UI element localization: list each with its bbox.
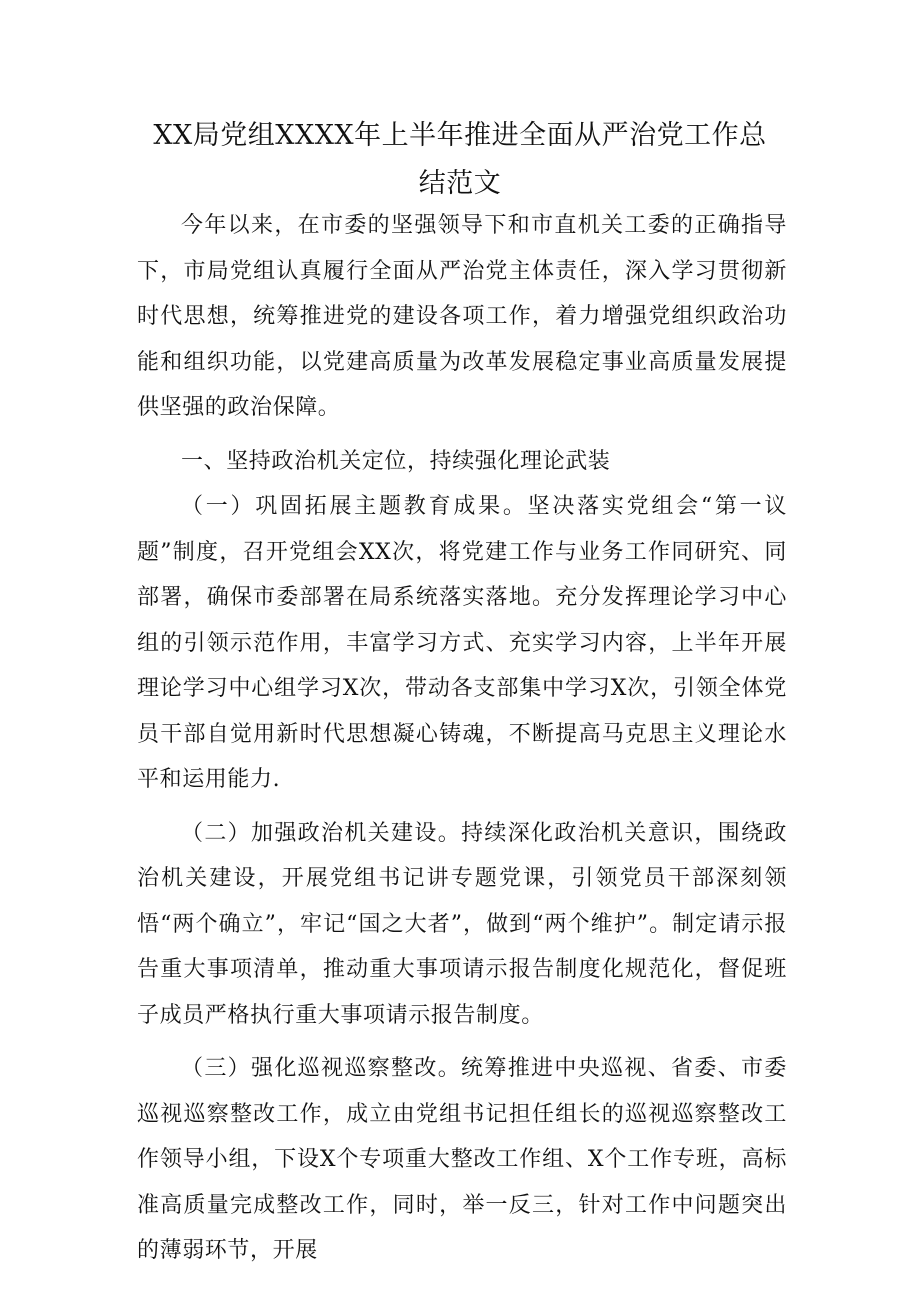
document-title: XX局党组XXXX年上半年推进全面从严治党工作总结范文 (153, 120, 767, 199)
intro-paragraph: 今年以来，在市委的坚强领导下和市直机关工委的正确指导下，市局党组认真履行全面从严治党主体责任，深入学习贯彻新时代思想，统筹推进党的建设各项工作，着力增强党组织政治功能和组织功能，以党建高质量为改革发展稳定事业高质量发展提供坚强的政治保障。 (137, 213, 787, 420)
paragraph-item-1: （一）巩固拓展主题教育成果。坚决落实党组会“第一议题”制度，召开党组会XX次，将党建工作与业务工作同研究、同部署，确保市委部署在局系统落实落地。充分发挥理论学习中心组的引领示范作用，丰富学习方式、充实学习内容，上半年开展理论学习中心组学习X次，带动各支部集中学习X次，引领全体党员干部自觉用新时代思想凝心铸魂，不断提高马克思主义理论水平和运用能力. (137, 494, 787, 792)
paragraph-item-3: （三）强化巡视巡察整改。统筹推进中央巡视、省委、市委巡视巡察整改工作，成立由党组书记担任组长的巡视巡察整改工作领导小组，下设X个专项重大整改工作组、X个工作专班，高标准高质量完成整改工作，同时，举一反三，针对工作中问题突出的薄弱环节，开展 (137, 1056, 787, 1263)
document-body (137, 203, 787, 1274)
section-heading-1: 一、坚持政治机关定位，持续强化理论武装 (181, 448, 611, 474)
paragraph-item-2: （二）加强政治机关建设。持续深化政治机关意识，围绕政治机关建设，开展党组书记讲专题党课，引领党员干部深刻领悟“两个确立”，牢记“国之大者”，做到“两个维护”。制定请示报告重大事项清单，推动重大事项请示报告制度化规范化，督促班子成员严格执行重大事项请示报告制度。 (137, 820, 787, 1028)
